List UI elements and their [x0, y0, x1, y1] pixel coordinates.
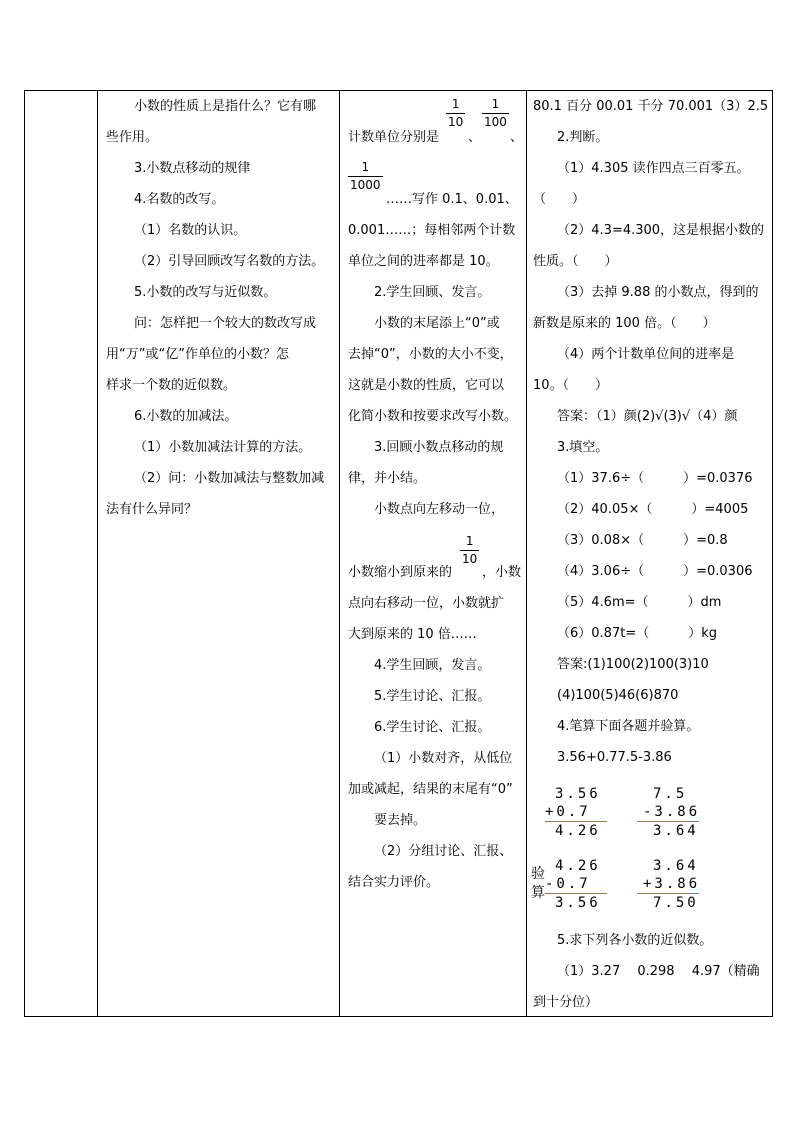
text-line: 4.名数的改写。: [134, 192, 225, 207]
text-line: 2.判断。: [557, 130, 609, 145]
text-line: 3.回顾小数点移动的规: [374, 440, 504, 455]
text-line: （2）4.3=4.300，这是根据小数的: [557, 223, 765, 238]
text-line: (4)100(5)46(6)870: [557, 688, 679, 703]
fraction: 1 10: [448, 97, 464, 129]
text-line: 用“万”或“亿”作单位的小数？怎: [106, 347, 289, 362]
text-line: ……写作 0.1、0.01、: [386, 192, 518, 207]
text-line: 4.笔算下面各题并验算。: [557, 719, 700, 734]
text-line: 法有什么异同？: [106, 502, 198, 517]
text-line: （3）0.08×（ ）=0.8: [557, 533, 728, 548]
calc-c-result: 3.56: [555, 895, 601, 911]
text-line: 5.学生讨论、汇报。: [374, 689, 491, 704]
text-line: 0.001……；每相邻两个计数: [348, 223, 516, 238]
text-line: 4.学生回顾，发言。: [374, 658, 491, 673]
text-line: 样求一个数的近似数。: [106, 378, 237, 393]
text-line: 小数缩小到原来的: [348, 565, 453, 580]
text-line: 6.学生讨论、汇报。: [374, 720, 491, 735]
text-line: 大到原来的 10 倍……: [348, 627, 477, 642]
text-line: （6）0.87t=（ ）kg: [557, 626, 717, 641]
text-line: （3）去掉 9.88 的小数点，得到的: [557, 285, 759, 300]
text-line: 答案:(1)100(2)100(3)10: [557, 657, 709, 672]
text-line: 3.填空。: [557, 440, 609, 455]
col-blank: [25, 91, 98, 1017]
text-line: 5.求下列各小数的近似数。: [557, 933, 713, 948]
text-line: 点向右移动一位，小数就扩: [348, 596, 505, 611]
calc-a-line2: +0.7: [545, 804, 591, 820]
text-line: 去掉“0”，小数的大小不变，: [348, 347, 513, 362]
calc-c-line1: 4.26: [555, 858, 601, 874]
text-line: ，小数: [482, 565, 522, 580]
fraction: 1 1000: [350, 160, 381, 192]
text-line: （5）4.6m=（ ）dm: [557, 595, 722, 610]
text-line: 3.小数点移动的规律: [134, 161, 251, 176]
text-line: （1）4.305 读作四点三百零五。: [557, 161, 750, 176]
text-line: 2.学生回顾、发言。: [374, 285, 491, 300]
verify-label: 算: [531, 885, 545, 901]
text-line: 这就是小数的性质，它可以: [348, 378, 505, 393]
calc-a-result: 4.26: [555, 823, 601, 839]
text-line: （4）两个计数单位间的进率是: [557, 347, 735, 362]
text-line: 小数的末尾添上“0”或: [374, 316, 500, 331]
text-line: 律，并小结。: [348, 471, 427, 486]
text-line: 5.小数的改写与近似数。: [134, 285, 277, 300]
text-line: （2）分组讨论、汇报、: [374, 844, 513, 859]
calc-c-line2: -0.7: [545, 876, 591, 892]
text-line: （4）3.06÷（ ）=0.0306: [557, 564, 753, 579]
lesson-table: [24, 90, 773, 1017]
separator: 、: [468, 130, 482, 145]
text-line: （2）问：小数加减法与整数加减: [134, 471, 325, 486]
fraction: 1 100: [484, 97, 507, 129]
text-line: （ ）: [533, 192, 586, 207]
calc-b-line2: -3.86: [643, 804, 701, 820]
calc-d-line2: +3.86: [643, 876, 701, 892]
text-line: 计数单位分别是: [348, 130, 440, 145]
text-line: （2）引导回顾改写名数的方法。: [134, 254, 325, 269]
text-line: 到十分位）: [533, 995, 599, 1010]
text-line: 3.56+0.77.5-3.86: [557, 750, 672, 765]
separator: 、: [510, 130, 524, 145]
calc-b-line1: 7.5: [653, 786, 688, 802]
text-line: 答案：（1）颜(2)√(3)√（4）颜: [557, 409, 738, 424]
text-line: （1）3.27 0.298 4.97（精确: [557, 964, 760, 979]
text-line: （1）名数的认识。: [134, 223, 247, 238]
verify-label: 验: [531, 866, 545, 882]
text-line: （1）小数加减法计算的方法。: [134, 440, 312, 455]
text-line: 些作用。: [106, 130, 159, 145]
text-line: 小数的性质上是指什么？它有哪: [134, 99, 317, 114]
text-line: （2）40.05×（ ）=4005: [557, 502, 749, 517]
text-line: 结合实力评价。: [348, 875, 440, 890]
text-line: 新数是原来的 100 倍。（ ）: [533, 316, 716, 331]
fraction: 1 10: [462, 534, 478, 566]
calc-a-line1: 3.56: [555, 786, 601, 802]
text-line: 问：怎样把一个较大的数改写成: [134, 316, 317, 331]
text-line: 性质。（ ）: [533, 254, 618, 269]
calc-b-result: 3.64: [653, 823, 699, 839]
text-line: 要去掉。: [374, 813, 427, 828]
text-line: 10。（ ）: [533, 378, 609, 393]
text-line: 加或减起，结果的末尾有“0”: [348, 782, 513, 797]
text-line: 化简小数和按要求改写小数。: [348, 409, 518, 424]
col-student-activities: [340, 91, 527, 1017]
calc-d-line1: 3.64: [653, 858, 699, 874]
text-line: 6.小数的加减法。: [134, 409, 238, 424]
text-line: 小数点向左移动一位，: [374, 502, 505, 517]
text-line: 80.1 百分 00.01 千分 70.001（3）2.5: [533, 99, 769, 114]
col-teacher-activities: [98, 91, 340, 1017]
text-line: （1）小数对齐，从低位: [374, 751, 513, 766]
text-line: 单位之间的进率都是 10。: [348, 254, 499, 269]
text-line: （1）37.6÷（ ）=0.0376: [557, 471, 753, 486]
col-exercises: [527, 91, 773, 1017]
calc-d-result: 7.50: [653, 895, 699, 911]
